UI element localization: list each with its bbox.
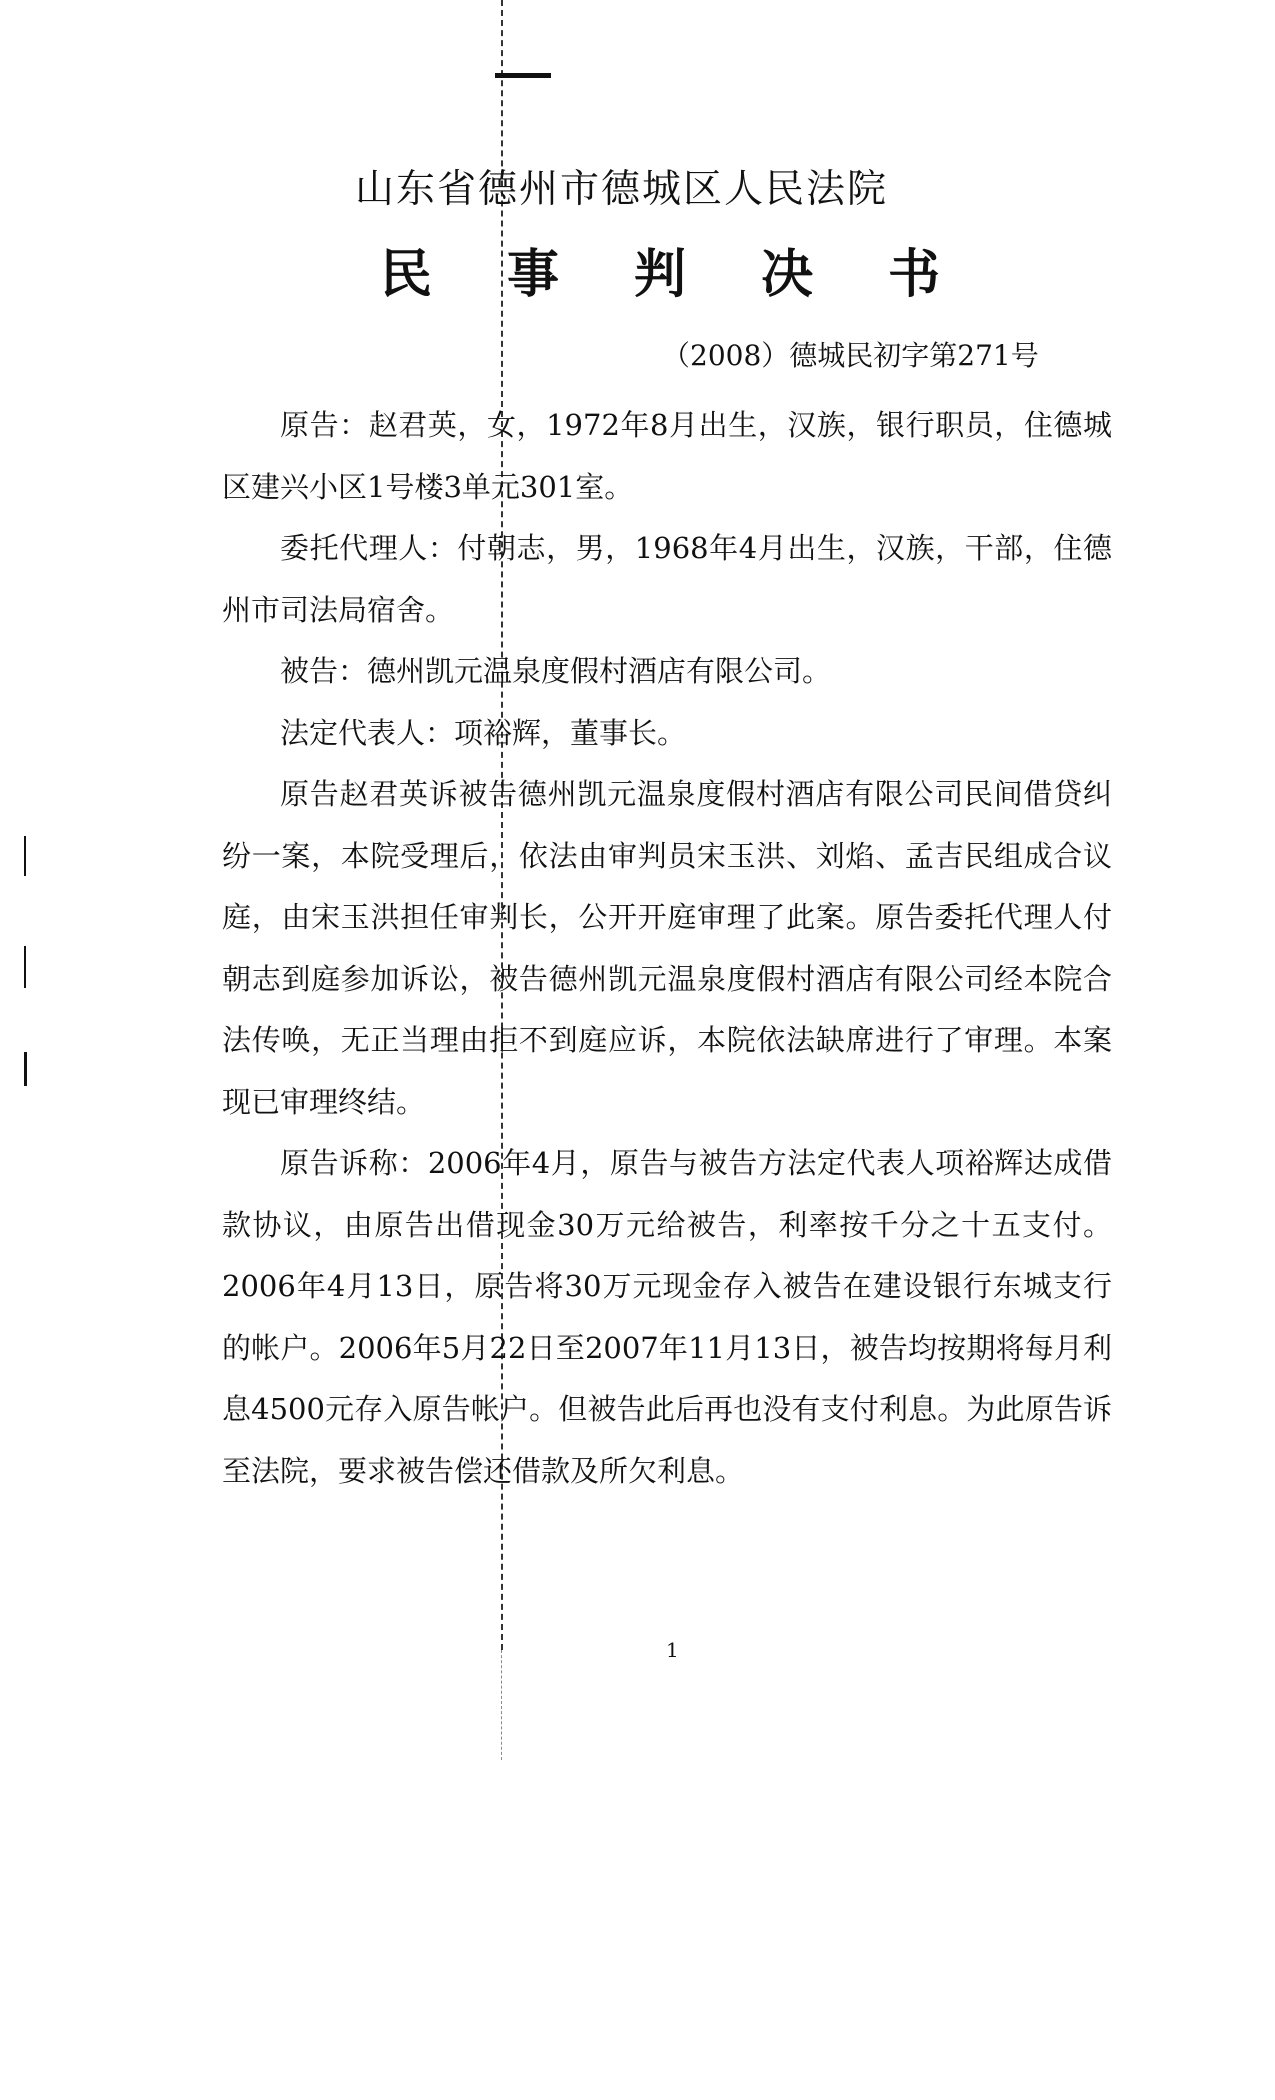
- title-char: 决: [760, 245, 813, 305]
- margin-mark: [24, 836, 26, 876]
- margin-mark: [24, 1052, 27, 1086]
- title-char: 民: [380, 245, 433, 305]
- title-char: 书: [887, 245, 940, 305]
- scan-fold-line-lower: [501, 1650, 502, 1760]
- title-char: 判: [633, 245, 686, 305]
- party-defendant: 被告：德州凯元温泉度假村酒店有限公司。: [280, 654, 832, 688]
- party-plaintiff: 原告：赵君英，女，1972年8月出生，汉族，银行职员，住德城区建兴小区1号楼3单元301室。: [222, 408, 1112, 504]
- judgment-body: [222, 395, 1112, 1502]
- top-mark: [495, 73, 551, 78]
- page-number: 1: [666, 1638, 679, 1662]
- case-number: （2008）德城民初字第271号: [662, 339, 1039, 372]
- party-legal-representative: 法定代表人：项裕辉，董事长。: [280, 715, 687, 750]
- margin-mark: [24, 946, 26, 988]
- title-char: 事: [506, 245, 559, 305]
- party-agent: 委托代理人：付朝志，男，1968年4月出生，汉族，干部，住德州市司法局宿舍。: [222, 531, 1112, 627]
- court-name: 山东省德州市德城区人民法院: [355, 167, 889, 212]
- plaintiff-claim-paragraph: 原告诉称：2006年4月，原告与被告方法定代表人项裕辉达成借款协议，由原告出借现金30万元给被告，利率按千分之十五支付。2006年4月13日，原告将30万元现金存入被告在建设银行东城支行的帐户。2006年5月22日至2007年11月13日，被告均按期将每月利息4500元存入原告帐户。但被告此后再也没有支付利息。为此原告诉至法院，要求被告偿还借款及所欠利息。: [222, 1146, 1112, 1488]
- document-title: [380, 232, 940, 307]
- case-procedure-paragraph: 原告赵君英诉被告德州凯元温泉度假村酒店有限公司民间借贷纠纷一案，本院受理后，依法由审判员宋玉洪、刘焰、孟吉民组成合议庭，由宋玉洪担任审判长，公开开庭审理了此案。原告委托代理人付朝志到庭参加诉讼，被告德州凯元温泉度假村酒店有限公司经本院合法传唤，无正当理由拒不到庭应诉，本院依法缺席进行了审理。本案现已审理终结。: [222, 777, 1112, 1119]
